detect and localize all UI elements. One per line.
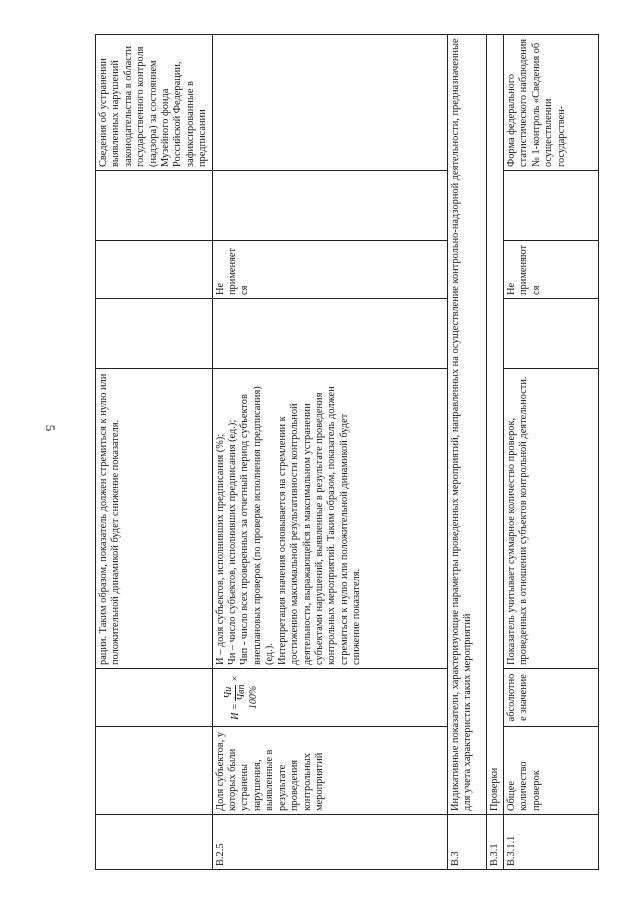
- row-code: В.3.1.1: [504, 815, 599, 870]
- section-title: Индикативные показатели, характеризующие параметры проведенных мероприятий, направленных на осуществление контрольно-надзорной деятельности, предназначенные для учета характеристик таких мероприятий: [447, 35, 486, 815]
- table-row-b311: [504, 35, 599, 870]
- comment-line: Интерпретация значения основывается на стремлении к достижению максимальной результативности контрольной деятельности, выражающейся в максимальном устранении субъектами нарушений, выявленные в результате проведения контрольных мероприятий. Таким образом, показатель должен стремиться к нулю или положительной динамикой будет снижение показателя.: [276, 386, 363, 665]
- comment-line: Чи – число субъектов, исполнивших предписания (ед.);: [227, 419, 239, 665]
- indicator-comment: [212, 369, 447, 669]
- cell-empty: [212, 299, 447, 369]
- section-code: В.3.1: [486, 815, 503, 870]
- cell-documents: Сведения об устранении выявленных нарушений законодательства в области государственного контроля (надзора) за состоянием Музейного фонда Российской Федерации, зафиксированные в предписании: [96, 35, 213, 171]
- comment-line: Чвп - число всех проверенных за отчетный период субъектов внеплановых проверок (по проверке исполнения предписания) (ед.).: [239, 386, 276, 665]
- cell-interpretation: рации. Таким образом, показатель должен стремиться к нулю или положительной динамикой будет снижение показателя.: [96, 369, 213, 669]
- target-value: Не применяется: [212, 241, 447, 299]
- cell-code: [96, 815, 213, 870]
- cell-empty: [212, 171, 447, 241]
- cell-empty: [96, 299, 213, 369]
- unit: абсолютное значение: [504, 669, 599, 727]
- formula: [212, 669, 447, 727]
- cell-formula: [96, 669, 213, 727]
- section-row-b3: [447, 35, 486, 870]
- cell-empty: [504, 171, 599, 241]
- comment-line: И – доля субъектов, исполнивших предписания (%);: [214, 433, 226, 665]
- cell-empty: [504, 299, 599, 369]
- section-title: Проверки: [486, 35, 503, 815]
- cell-target: [96, 241, 213, 299]
- rotated-table-wrapper: [95, 35, 575, 870]
- indicator-comment: Показатель учитывает суммарное количество проверок, проведенных в отношении субъектов контрольной деятельности.: [504, 369, 599, 669]
- indicators-table: [95, 34, 599, 870]
- table-row-b25: [212, 35, 447, 870]
- target-value: Не применяются: [504, 241, 599, 299]
- cell-name: [96, 727, 213, 815]
- formula-lhs: И =: [229, 703, 241, 720]
- page-number: 5: [43, 424, 58, 432]
- cell-empty: [96, 171, 213, 241]
- source-documents: Форма федерального статистического наблюдения № 1-контроль «Сведения об осуществлении государствен-: [504, 35, 599, 171]
- indicator-name: Общее количество проверок: [504, 727, 599, 815]
- formula-rhs: × 100%: [229, 675, 260, 710]
- formula-numerator: Чи: [223, 685, 236, 701]
- row-code: В.2.5: [212, 815, 447, 870]
- formula-denominator: Чвп: [236, 684, 248, 701]
- section-row-b31: [486, 35, 503, 870]
- table-row-continued: [96, 35, 213, 870]
- section-code: В.3: [447, 815, 486, 870]
- cell-empty: [212, 35, 447, 171]
- indicator-name: Доля субъектов, у которых были устранены нарушения, выявленные в результате проведения контрольных мероприятий: [212, 727, 447, 815]
